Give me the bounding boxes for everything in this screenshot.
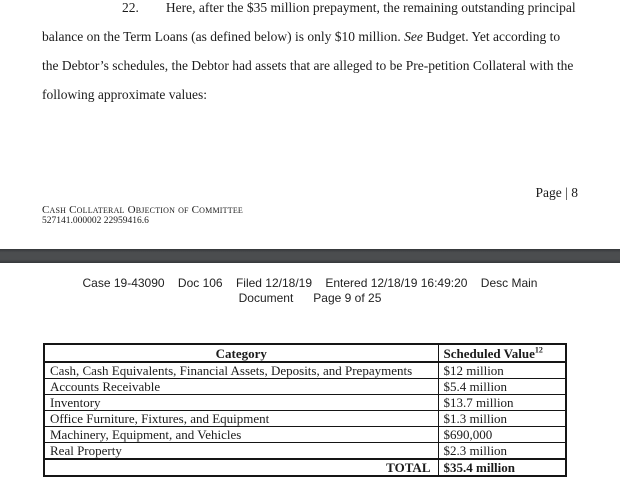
category-cell: Real Property [44,443,438,460]
total-label: TOTAL [44,459,438,476]
paragraph-line-3 [42,51,582,80]
body-paragraph [42,0,582,109]
paragraph-number: 22. [122,0,139,15]
category-cell: Accounts Receivable [44,379,438,395]
value-cell: $13.7 million [438,395,566,411]
table-row [44,427,566,443]
value-cell: $5.4 million [438,379,566,395]
paragraph-line-4-text: following approximate values: [42,87,207,102]
table-row [44,362,566,379]
value-cell: $12 million [438,362,566,379]
paragraph-line-3-text: the Debtor’s schedules, the Debtor had assets that are alleged to be Pre-petition Collateral with the [42,58,574,73]
table-row [44,411,566,427]
case-stamp [0,276,620,305]
value-cell: $2.3 million [438,443,566,460]
table-row [44,443,566,460]
table-row [44,395,566,411]
document-footer-file-number: 527141.000002 22959416.6 [42,216,149,226]
assets-table [43,343,567,477]
total-value: $35.4 million [438,459,566,476]
category-cell: Office Furniture, Fixtures, and Equipment [44,411,438,427]
paragraph-line-1-text: Here, after the $35 million prepayment, the remaining outstanding principal [165,0,576,15]
category-cell: Cash, Cash Equivalents, Financial Assets, Deposits, and Prepayments [44,362,438,379]
category-cell: Machinery, Equipment, and Vehicles [44,427,438,443]
see-citation-italic: See [404,29,423,44]
document-footer-title: Cash Collateral Objection of Committee [42,204,243,216]
page-break-divider [0,249,620,263]
paragraph-line-2-text-end: Budget. Yet according to [422,29,561,44]
scheduled-value-column-header: Scheduled Value$^{12}$ [438,344,566,362]
paragraph-line-1 [42,0,582,22]
case-stamp-line-1: Case 19-43090 Doc 106 Filed 12/18/19 Entered 12/18/19 16:49:20 Desc Main [82,276,538,290]
footnote-marker: 12 [534,345,543,355]
case-stamp-line-2: Document Page 9 of 25 [238,290,382,305]
value-cell: $690,000 [438,427,566,443]
table-row [44,379,566,395]
paragraph-line-2-text: balance on the Term Loans (as defined below) is only $10 million. [42,29,405,44]
category-cell: Inventory [44,395,438,411]
page-number-label: Page | 8 [535,185,578,200]
value-cell: $1.3 million [438,411,566,427]
paragraph-line-4 [42,80,582,109]
table-total-row [44,459,566,476]
table-header-row [44,344,566,362]
category-column-header: Category [44,344,438,362]
paragraph-line-2 [42,22,582,51]
